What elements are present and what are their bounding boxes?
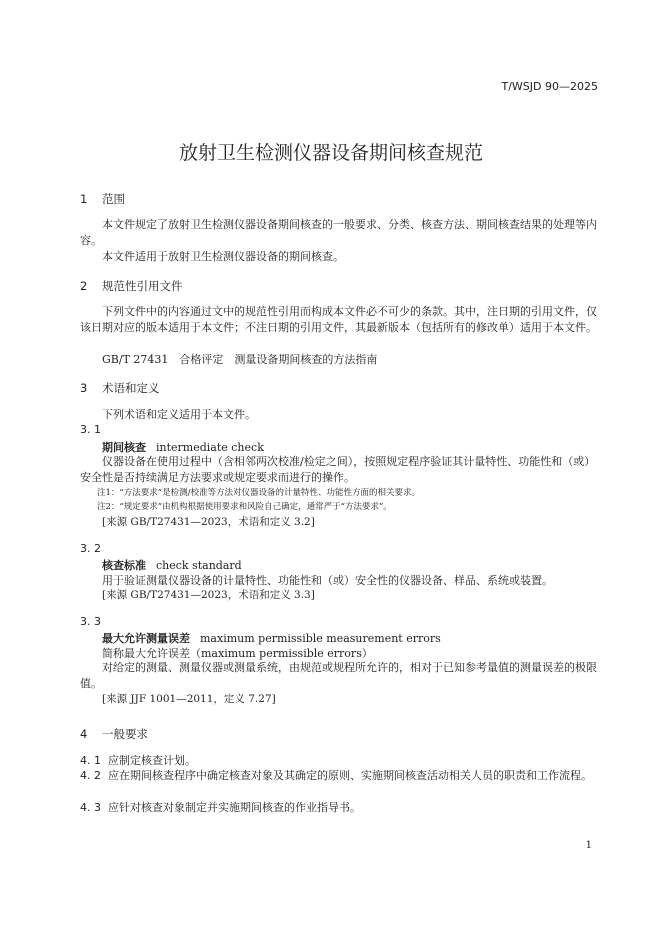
term-2-definition: 用于验证测量仪器设备的计量特性、功能性和（或）安全性的仪器设备、样品、系统或装置。 bbox=[102, 574, 553, 587]
section-title: 范围 bbox=[102, 192, 125, 206]
term-1-definition: 仪器设备在使用过程中（含相邻两次校准/检定之间），按照规定程序验证其计量特性、功能性和（或）安全性是否持续满足方法要求或规定要求而进行的操作。 bbox=[80, 455, 596, 484]
term-2-cn: 核查标准 bbox=[102, 559, 146, 572]
section-number: 1 bbox=[80, 192, 88, 206]
term-3-alias: 简称最大允许误差（maximum permissible errors） bbox=[102, 647, 373, 660]
term-1-number: 3. 1 bbox=[80, 423, 101, 436]
term-2-source: [来源 GB/T27431—2023，术语和定义 3.3] bbox=[102, 589, 315, 601]
clause-text: 应制定核查计划。 bbox=[108, 754, 196, 767]
section-2-paragraph-1: 下列文件中的内容通过文中的规范性引用而构成本文件必不可少的条款。其中，注日期的引用文件，仅该日期对应的版本适用于本文件；不注日期的引用文件，其最新版本（包括所有的修改单）适用于本文件。 bbox=[80, 305, 597, 334]
section-number: 3 bbox=[80, 381, 88, 395]
section-4-heading bbox=[80, 726, 148, 742]
clause-text: 应在期间核查程序中确定核查对象及其确定的原则、实施期间核查活动相关人员的职责和工作流程。 bbox=[108, 769, 592, 782]
page-title: 放射卫生检测仪器设备期间核查规范 bbox=[178, 142, 483, 164]
clause-4-2 bbox=[80, 768, 600, 784]
normative-reference: GB/T 27431 合格评定 测量设备期间核查的方法指南 bbox=[102, 353, 378, 366]
term-1-name bbox=[102, 439, 264, 455]
term-3-source: [来源 JJF 1001—2011，定义 7.27] bbox=[102, 693, 276, 705]
section-3-intro: 下列术语和定义适用于本文件。 bbox=[102, 408, 256, 421]
term-1-en: intermediate check bbox=[156, 441, 264, 454]
clause-4-1 bbox=[80, 752, 196, 768]
term-3-en: maximum permissible measurement errors bbox=[200, 632, 441, 645]
term-3-definition: 对给定的测量、测量仪器或测量系统，由规范或规程所允许的，相对于已知参考量值的测量误差的极限值。 bbox=[80, 661, 597, 690]
term-3-name bbox=[102, 630, 441, 646]
clause-number: 4. 3 bbox=[80, 801, 101, 814]
term-3-cn: 最大允许测量误差 bbox=[102, 632, 190, 645]
section-title: 一般要求 bbox=[102, 727, 148, 741]
clause-4-3 bbox=[80, 799, 361, 815]
term-3-number: 3. 3 bbox=[80, 615, 101, 628]
section-1-heading bbox=[80, 191, 125, 207]
term-2-number: 3. 2 bbox=[80, 542, 101, 555]
clause-number: 4. 2 bbox=[80, 769, 101, 782]
term-1-cn: 期间核查 bbox=[102, 441, 146, 454]
section-number: 4 bbox=[80, 727, 88, 741]
term-2-en: check standard bbox=[156, 559, 242, 572]
section-number: 2 bbox=[80, 279, 88, 293]
term-1-source: [来源 GB/T27431—2023，术语和定义 3.2] bbox=[102, 516, 315, 528]
section-2-heading bbox=[80, 278, 183, 294]
clause-text: 应针对核查对象制定并实施期间核查的作业指导书。 bbox=[108, 801, 361, 814]
clause-number: 4. 1 bbox=[80, 754, 101, 767]
term-2-name bbox=[102, 557, 242, 573]
page-number: 1 bbox=[585, 840, 592, 851]
term-1-note-2: 注2：“规定要求”由机构根据使用要求和风险自己确定，通常严于“方法要求”。 bbox=[97, 502, 392, 512]
section-1-paragraph-2: 本文件适用于放射卫生检测仪器设备的期间核查。 bbox=[102, 250, 344, 263]
section-title: 术语和定义 bbox=[102, 381, 160, 395]
section-1-paragraph-1: 本文件规定了放射卫生检测仪器设备期间核查的一般要求、分类、核查方法、期间核查结果的处理等内容。 bbox=[80, 218, 597, 247]
section-title: 规范性引用文件 bbox=[102, 279, 183, 293]
term-1-note-1: 注1：“方法要求”是检测/校准等方法对仪器设备的计量特性、功能性方面的相关要求。 bbox=[97, 488, 420, 498]
standard-number: T/WSJD 90—2025 bbox=[501, 80, 598, 93]
section-3-heading bbox=[80, 380, 160, 396]
